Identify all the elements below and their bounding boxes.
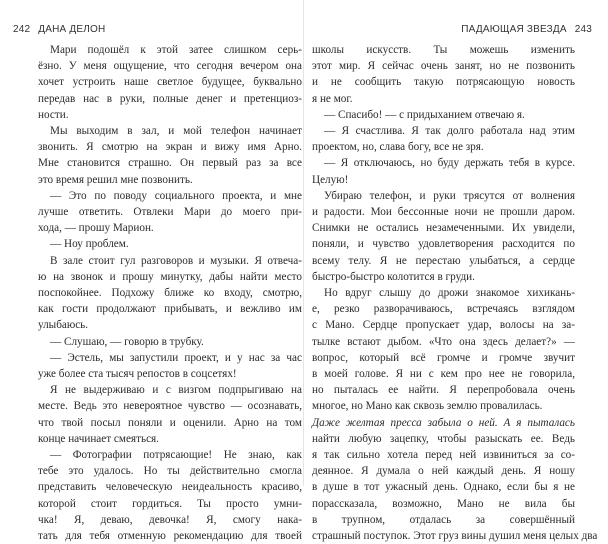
text-line: Мы выходим в зал, и мой телефон начинает — [50, 125, 302, 138]
text-line: В зале стоит гул разговоров и музыки. Я отвеча- — [50, 254, 302, 267]
text-line: — Ноу проблем. — [50, 238, 129, 251]
text-line: Мне становится страшно. Он первый раз за все — [38, 157, 302, 170]
text-line: это время решил мне позвонить. — [38, 173, 193, 186]
text-line: проектом, но, слава богу, все не зря. — [312, 141, 484, 154]
text-line: хочет устроить наше светлое будущее, буквально — [38, 76, 302, 89]
left-page-number: 242 — [13, 24, 31, 35]
text-line: многое, но Мано как сквозь землю провалилась. — [312, 400, 543, 413]
left-running-head-text: ДАНА ДЕЛОН — [38, 24, 106, 35]
left-page-body — [38, 42, 302, 544]
text-line: что твой посыл поняли и оценили. Арно на том — [38, 416, 302, 429]
text-line: месте. Ведь это невероятное чувство — осознавать, — [38, 400, 302, 413]
text-line: в моей голове. Я ни с кем про нее не говорила, — [312, 368, 575, 381]
text-line: Убираю телефон, и руки трясутся от волнения — [324, 189, 575, 202]
text-line: Но вдруг слышу до дрожи знакомое хихикань- — [324, 287, 575, 300]
text-line: страшный поступок. Этот груз вины душил меня целых два — [312, 530, 598, 543]
right-page-body — [312, 42, 598, 544]
text-line: быстро-быстро колотится в груди. — [312, 270, 475, 283]
text-line: я не мог. — [312, 92, 353, 105]
text-line: тебе это удалось. Но ты действительно смогла — [38, 465, 302, 478]
text-line: вопрос, который всё громче и громче звучит — [312, 351, 575, 364]
text-line: Я не выдерживаю и с визгом подпрыгиваю на — [50, 384, 302, 397]
text-line: найти любую зацепку, чтобы разыскать ее. Ведь — [312, 432, 575, 445]
text-line: конце начинает смеяться. — [38, 432, 159, 445]
text-line: е, резко разворачиваюсь, встречаясь взглядом — [312, 303, 575, 316]
text-line: ю на звонок и прошу минутку, дабы найти место — [38, 270, 302, 283]
text-line: и радости. Мои бессонные ночи не прошли даром. — [312, 206, 575, 219]
text-line: порассказала, возможно, Мано не вила бы — [312, 497, 575, 510]
text-line: — Слушаю, — говорю в трубку. — [50, 335, 204, 348]
text-line: представить человеческую неидеальность красиво, — [38, 481, 302, 494]
text-line: — Я отключаюсь, но буду держать тебя в курсе. — [324, 157, 575, 170]
text-line: и не сообщить такую потрясающую новость — [312, 76, 575, 89]
text-line: как гости продолжают прибывать, и вежливо им — [38, 303, 302, 316]
left-page — [0, 0, 304, 543]
text-line: улыбаюсь. — [38, 319, 89, 332]
text-line: поняли, и чувство удовлетворения расходится по — [312, 238, 575, 251]
text-line: Целую! — [312, 173, 349, 186]
text-line: я так сильно хотела перед ней извиниться за со- — [312, 449, 575, 462]
text-line: в душе в тот ужасный день. Однако, если бы я не — [312, 481, 575, 494]
text-line: школы искусств. Ты можешь изменить — [312, 44, 575, 56]
text-line: — Спасибо! — с придыханием отвечаю я. — [324, 108, 525, 121]
text-line: с Мано. Сердце пропускает удар, волосы на за- — [312, 319, 575, 332]
text-line: передав нас в руки, полные денег и претенциоз- — [38, 92, 302, 105]
text-line: всему телу. Я не перестаю улыбаться, а сердце — [312, 254, 575, 267]
text-line: лучше ответить. Отвлеки Мари до моего при- — [38, 206, 302, 219]
text-line: тать для тебя отменную рекомендацию для твоей — [38, 530, 302, 543]
right-page — [304, 0, 608, 543]
right-page-number: 243 — [574, 24, 592, 35]
text-line: тылке встают дыбом. «Что она здесь делает?» — — [312, 335, 575, 348]
text-line: звонить. Я смотрю на экран и вижу имя Арно. — [38, 141, 302, 154]
text-line: — Я счастлива. Я так долго работала над этим — [324, 125, 575, 138]
text-line: но пыталась ее найти. Я перепробовала очень — [312, 384, 575, 397]
text-line: этот мир. Я сейчас очень занят, но не позвонить — [312, 60, 575, 73]
right-running-head-text: ПАДАЮЩАЯ ЗВЕЗДА — [461, 24, 567, 35]
text-line: Снимки не остались незамеченными. Их увидели, — [312, 222, 575, 235]
text-line: Мари подошёл к этой затее слишком серь- — [50, 44, 302, 56]
text-line: чка! Я, деваю, девочка! Я, смогу нака- — [38, 513, 302, 526]
text-line: уже более ста тысяч репостов в соцсетях! — [38, 368, 237, 381]
text-line: — Фотографии потрясающие! Не знаю, как — [50, 449, 302, 462]
text-line: Даже желтая пресса забыла о ней. А я пыталась — [312, 416, 575, 429]
text-line: которой стоит гордиться. Ты просто умни- — [38, 497, 302, 510]
text-line: в трупном, отдалась за совершённый — [312, 513, 575, 526]
text-line: — Эстель, мы запустили проект, и у нас за час — [50, 351, 302, 364]
text-line: ёзно. У меня ощущение, что сегодня вечером она — [38, 60, 302, 73]
right-running-header — [461, 24, 600, 35]
text-line: — Это по поводу социального проекта, и мне — [50, 189, 302, 202]
text-line: поспокойнее. Подхожу ближе ко входу, смотрю, — [38, 287, 302, 300]
text-line: ности. — [38, 108, 69, 121]
text-line: деянное. Я думала о ней каждый день. Я ношу — [312, 465, 575, 478]
left-running-header — [5, 24, 105, 35]
text-line: хода, — прошу Марион. — [38, 222, 154, 235]
